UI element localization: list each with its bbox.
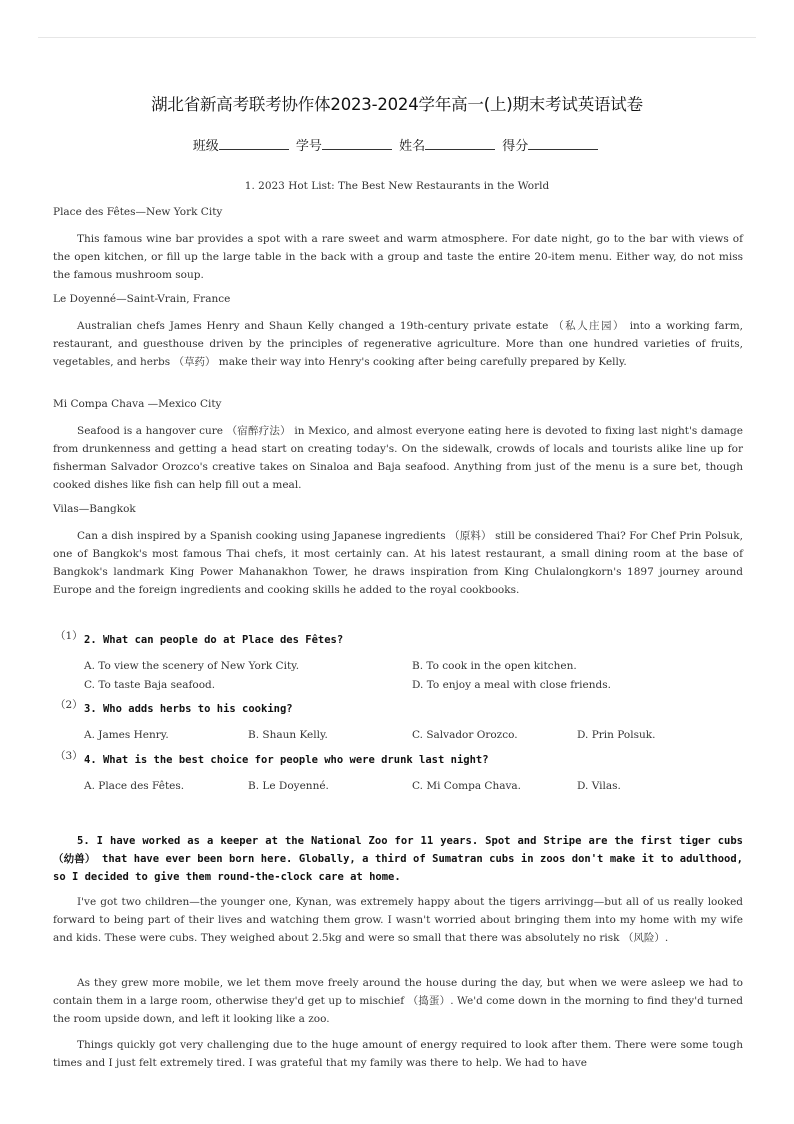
passage-5-paragraph: Things quickly got very challenging due to the huge amount of energy required to look after them. There were some tough times and I just felt extremely tired. I was grateful that my family was there to help. We had to have bbox=[53, 1039, 743, 1069]
option-b[interactable]: B. To cook in the open kitchen. bbox=[412, 660, 577, 672]
option-c[interactable]: C. Salvador Orozco. bbox=[412, 729, 518, 741]
question-text: 2. What can people do at Place des Fêtes? bbox=[84, 634, 344, 646]
sub-question-number: （3） bbox=[55, 750, 83, 762]
sub-question-number: （1） bbox=[55, 630, 83, 642]
section-text: Can a dish inspired by a Spanish cooking using Japanese ingredients （原料） still be considered Thai? For Chef Prin Polsuk, one of Bangkok's most famous Thai chefs, it most certainly can. At his latest restaurant, a small dining room at the base of Bangkok's landmark King Power Mahanakhon Tower, he draws inspiration from King Chulalongkorn's 1897 journey around Europe and the foreign ingredients and cooking skills he added to the royal cookbooks. bbox=[53, 530, 743, 596]
question-text: 3. Who adds herbs to his cooking? bbox=[84, 703, 293, 715]
passage-5-paragraph: I've got two children—the younger one, Kynan, was extremely happy about the tigers arrivingg—but all of us really looked forward to being part of their lives and watching them grow. I wasn't worried about bringing them into my home with my wife and kids. These were cubs. They weighed about 2.5kg and were so small that there was absolutely no risk （风险）. bbox=[53, 896, 743, 944]
option-b[interactable]: B. Le Doyenné. bbox=[248, 780, 329, 792]
option-a[interactable]: A. To view the scenery of New York City. bbox=[84, 660, 300, 672]
section-heading: Vilas—Bangkok bbox=[53, 503, 136, 515]
option-c[interactable]: C. Mi Compa Chava. bbox=[412, 780, 521, 792]
class-field[interactable]: 班级 bbox=[193, 135, 292, 154]
question-text: 4. What is the best choice for people who were drunk last night? bbox=[84, 754, 489, 766]
section-text: Australian chefs James Henry and Shaun Kelly changed a 19th-century private estate （私人庄园） into a working farm, restaurant, and guesthouse driven by the principles of regenerative agriculture. More than one hundred varieties of fruits, vegetables, and herbs （草药） make their way into Henry's cooking after being carefully prepared by Kelly. bbox=[53, 320, 743, 368]
option-b[interactable]: B. Shaun Kelly. bbox=[248, 729, 328, 741]
section-heading: Le Doyenné—Saint-Vrain, France bbox=[53, 293, 231, 305]
sub-question-number: （2） bbox=[55, 699, 83, 711]
student-id-field[interactable]: 学号 bbox=[296, 135, 395, 154]
section-heading: Place des Fêtes—New York City bbox=[53, 206, 223, 218]
option-d[interactable]: D. Prin Polsuk. bbox=[577, 729, 656, 741]
student-info-fields bbox=[0, 135, 794, 154]
name-field[interactable]: 姓名 bbox=[399, 135, 498, 154]
passage-5-paragraph: As they grew more mobile, we let them move freely around the house during the day, but when we were asleep we had to contain them in a large room, otherwise they'd get up to mischief （捣蛋）. We'd come down in the morning to find they'd turned the room upside down, and left it looking like a zoo. bbox=[53, 977, 743, 1025]
option-d[interactable]: D. Vilas. bbox=[577, 780, 621, 792]
section-text: Seafood is a hangover cure （宿醉疗法） in Mexico, and almost everyone eating here is devoted to fixing last night's damage from drunkenness and getting a head start on creating today's. On the sidewalk, crowds of locals and tourists alike line up for fisherman Salvador Orozco's creative takes on Sinaloa and Baja seafood. Anything from just of the menu is a sure bet, though cooked dishes like fish can help fill out a meal. bbox=[53, 425, 743, 491]
header-divider bbox=[38, 37, 756, 38]
exam-title: 湖北省新高考联考协作体2023-2024学年高一(上)期末考试英语试卷 bbox=[151, 95, 643, 114]
section-heading: Mi Compa Chava —Mexico City bbox=[53, 398, 222, 410]
section-text: This famous wine bar provides a spot with a rare sweet and warm atmosphere. For date night, go to the bar with views of the open kitchen, or fill up the large table in the back with a group and taste the entire 20-item menu. Either way, do not miss the famous mushroom soup. bbox=[53, 233, 743, 281]
score-field[interactable]: 得分 bbox=[502, 135, 601, 154]
option-d[interactable]: D. To enjoy a meal with close friends. bbox=[412, 679, 611, 691]
option-c[interactable]: C. To taste Baja seafood. bbox=[84, 679, 216, 691]
option-a[interactable]: A. James Henry. bbox=[84, 729, 169, 741]
passage-1-title: 1. 2023 Hot List: The Best New Restaurants in the World bbox=[244, 180, 550, 192]
passage-5-intro: 5. I have worked as a keeper at the National Zoo for 11 years. Spot and Stripe are the first tiger cubs （幼兽） that have ever been born here. Globally, a third of Sumatran cubs in zoos don't make it to adulthood, so I decided to give them round-the-clock care at home. bbox=[53, 835, 743, 883]
option-a[interactable]: A. Place des Fêtes. bbox=[84, 780, 185, 792]
